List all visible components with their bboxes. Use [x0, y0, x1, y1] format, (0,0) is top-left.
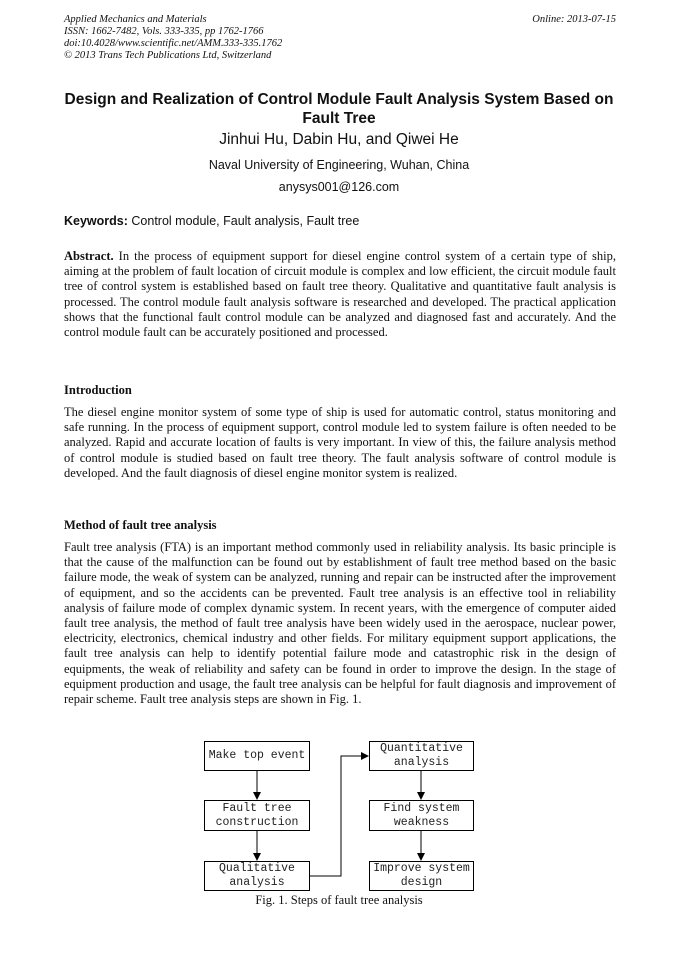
- abstract-label: Abstract.: [64, 249, 114, 263]
- abstract-text: In the process of equipment support for diesel engine control system of a certain type of ship, aiming at the problem of fault location of circuit module is complex and low efficient, the circuit module fault tree of control system is established based on fault tree theory. Qualitative and quantitative fault analysis is processed. The control module fault analysis software is researched and developed. The practical application shows that the functional fault control module can be analyzed and diagnosed fast and accurately. And the control module fault can be accurately positioned and processed.: [64, 249, 617, 340]
- online-date: Online: 2013-07-15: [532, 14, 616, 25]
- paper-title: Design and Realization of Control Module Fault Analysis System Based on Fault Tree: [64, 91, 614, 127]
- method-heading: Method of fault tree analysis: [64, 518, 217, 532]
- affiliation: Naval University of Engineering, Wuhan, China: [208, 158, 470, 172]
- doi-line[interactable]: doi:10.4028/www.scientific.net/AMM.333-335.1762: [64, 38, 283, 49]
- box-make-top-event: Make top event: [204, 741, 310, 771]
- keywords-label: Keywords:: [64, 214, 128, 228]
- keywords-text: Control module, Fault analysis, Fault tree: [131, 214, 360, 228]
- introduction-paragraph: The diesel engine monitor system of some type of ship is used for automatic control, status monitoring and safe running. In the process of equipment support, control module led to system failure is often needed to be analyzed. Rapid and accurate location of faults is very important. In view of this, the failure analysis method of control module is studied based on fault tree theory. The fault analysis software of control module is developed. And the fault diagnosis of diesel engine monitor system is realized.: [64, 405, 616, 480]
- authors: Jinhui Hu, Dabin Hu, and Qiwei He: [219, 131, 459, 148]
- box-improve-system-design: Improve system design: [369, 861, 474, 891]
- author-email[interactable]: anysys001@126.com: [278, 180, 400, 194]
- box-qualitative-analysis: Qualitative analysis: [204, 861, 310, 891]
- box-find-system-weakness: Find system weakness: [369, 800, 474, 831]
- box-quantitative-analysis: Quantitative analysis: [369, 741, 474, 771]
- introduction-heading: Introduction: [64, 383, 132, 397]
- arrow-qualitative-to-quantitative: [310, 756, 368, 876]
- journal-name: Applied Mechanics and Materials: [64, 14, 207, 25]
- figure-caption: Fig. 1. Steps of fault tree analysis: [255, 893, 423, 907]
- issn-line: ISSN: 1662-7482, Vols. 333-335, pp 1762-1766: [64, 26, 264, 37]
- box-fault-tree-construction: Fault tree construction: [204, 800, 310, 831]
- method-paragraph: Fault tree analysis (FTA) is an important method commonly used in reliability analysis. Its basic principle is that the cause of the malfunction can be found out by establishment of fault tree method based on the basic failure mode, the weak of system can be analyzed, running and repair can be instructed after the improvement of equipment, and so the accidents can be prevented. Fault tree analysis is an effective tool in reliability analysis of failure mode of complex dynamic system. In recent years, with the emergence of computer aided fault tree analysis, the method of fault tree analysis have been widely used in the aerospace, nuclear power, electricity, electronics, chemical industry and other fields. For military equipment support applications, the fault tree analysis can help to identify potential failure mode and catastrophic risk in the design of equipments, the weak of reliability and safety can be found in order to improve the design. In the stage of equipment production and usage, the fault tree analysis can be helpful for fault diagnosis and improvement of repair scheme. Fault tree analysis steps are shown in Fig. 1.: [64, 540, 616, 707]
- copyright-line: © 2013 Trans Tech Publications Ltd, Switzerland: [64, 50, 272, 61]
